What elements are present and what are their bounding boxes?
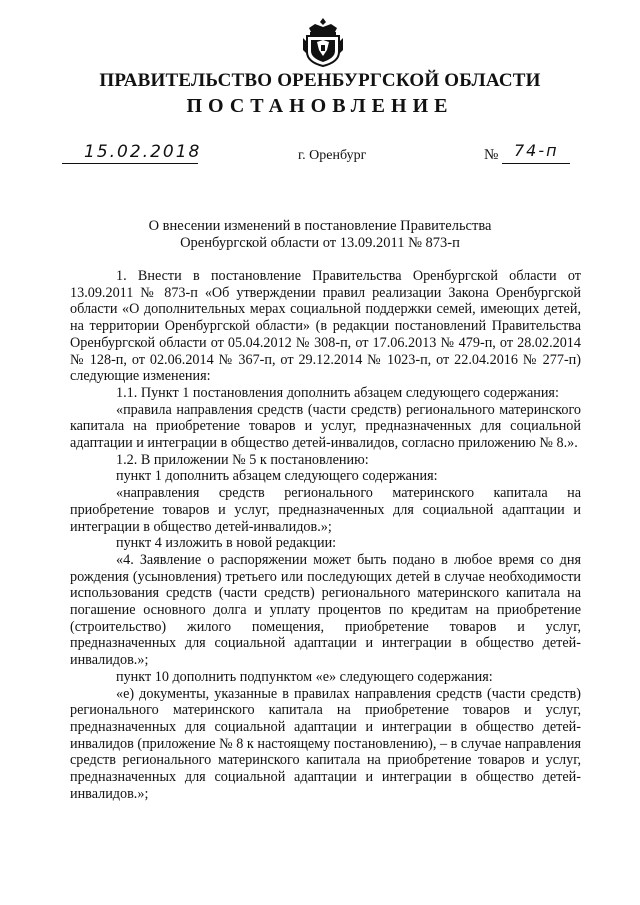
body-paragraph: «правила направления средств (части средств) регионального материнского капитала на приобретение товаров и услуг, предназначенных для социальной адаптации и интеграции в общество детей-инвалидов, согласно приложению № 8.». xyxy=(70,401,581,452)
number-label: № xyxy=(484,147,499,163)
document-type-title: ПОСТАНОВЛЕНИЕ xyxy=(186,95,454,117)
decree-body xyxy=(70,268,581,803)
decree-subject xyxy=(100,218,540,252)
body-paragraph: пункт 1 дополнить абзацем следующего содержания: xyxy=(116,468,438,485)
body-paragraph: «4. Заявление о распоряжении может быть подано в любое время со дня рождения (усыновления) третьего или последующих детей в случае необходимости использования средств (части средств) регионального материнского капитала на погашение основного долга и уплату процентов по кредитам на приобретение (строительство) жилого помещения, приобретение товаров и услуг, предназначенных для социальной адаптации и интеграции в общество детей-инвалидов.»; xyxy=(70,551,581,669)
city-label: г. Оренбург xyxy=(298,148,367,163)
body-paragraph: «направления средств регионального материнского капитала на приобретение товаров и услуг, предназначенных для социальной адаптации и интеграции в общество детей-инвалидов.»; xyxy=(70,485,581,535)
subject-line-1: О внесении изменений в постановление Правительства xyxy=(148,218,492,234)
coat-of-arms-emblem xyxy=(301,16,345,68)
body-paragraph: пункт 4 изложить в новой редакции: xyxy=(116,535,337,552)
subject-line-2: Оренбургской области от 13.09.2011 № 873-п xyxy=(180,235,460,251)
organization-title: ПРАВИТЕЛЬСТВО ОРЕНБУРГСКОЙ ОБЛАСТИ xyxy=(99,70,541,91)
body-paragraph: 1. Внести в постановление Правительства Оренбургской области от 13.09.2011 № 873-п «Об утверждении правил реализации Закона Оренбургской области «О дополнительных мерах социальной поддержки семей, имеющих детей, на территории Оренбургской области» (в редакции постановлений Правительства Оренбургской области от 05.04.2012 № 308-п, от 17.06.2013 № 479-п, от 28.02.2014 № 128-п, от 02.06.2014 № 367-п, от 29.12.2014 № 1023-п, от 22.04.2016 № 277-п) следующие изменения: xyxy=(70,268,581,385)
body-paragraph: пункт 10 дополнить подпунктом «е» следующего содержания: xyxy=(116,668,493,685)
body-paragraph: 1.2. В приложении № 5 к постановлению: xyxy=(116,451,369,468)
body-paragraph: «е) документы, указанные в правилах направления средств (части средств) регионального материнского капитала на приобретение товаров и услуг, предназначенных для социальной адаптации и интеграции в общество детей-инвалидов (приложение № 8 к настоящему постановлению), – в случае направления средств регионального материнского капитала на приобретение товаров и услуг, предназначенных для социальной адаптации и интеграции в общество детей-инвалидов.»; xyxy=(70,685,581,802)
number-underline xyxy=(502,163,570,164)
date-underline xyxy=(62,163,198,164)
decree-date: 15.02.2018 xyxy=(84,142,202,162)
decree-number: 74-п xyxy=(514,141,559,160)
body-paragraph: 1.1. Пункт 1 постановления дополнить абзацем следующего содержания: xyxy=(116,384,559,401)
